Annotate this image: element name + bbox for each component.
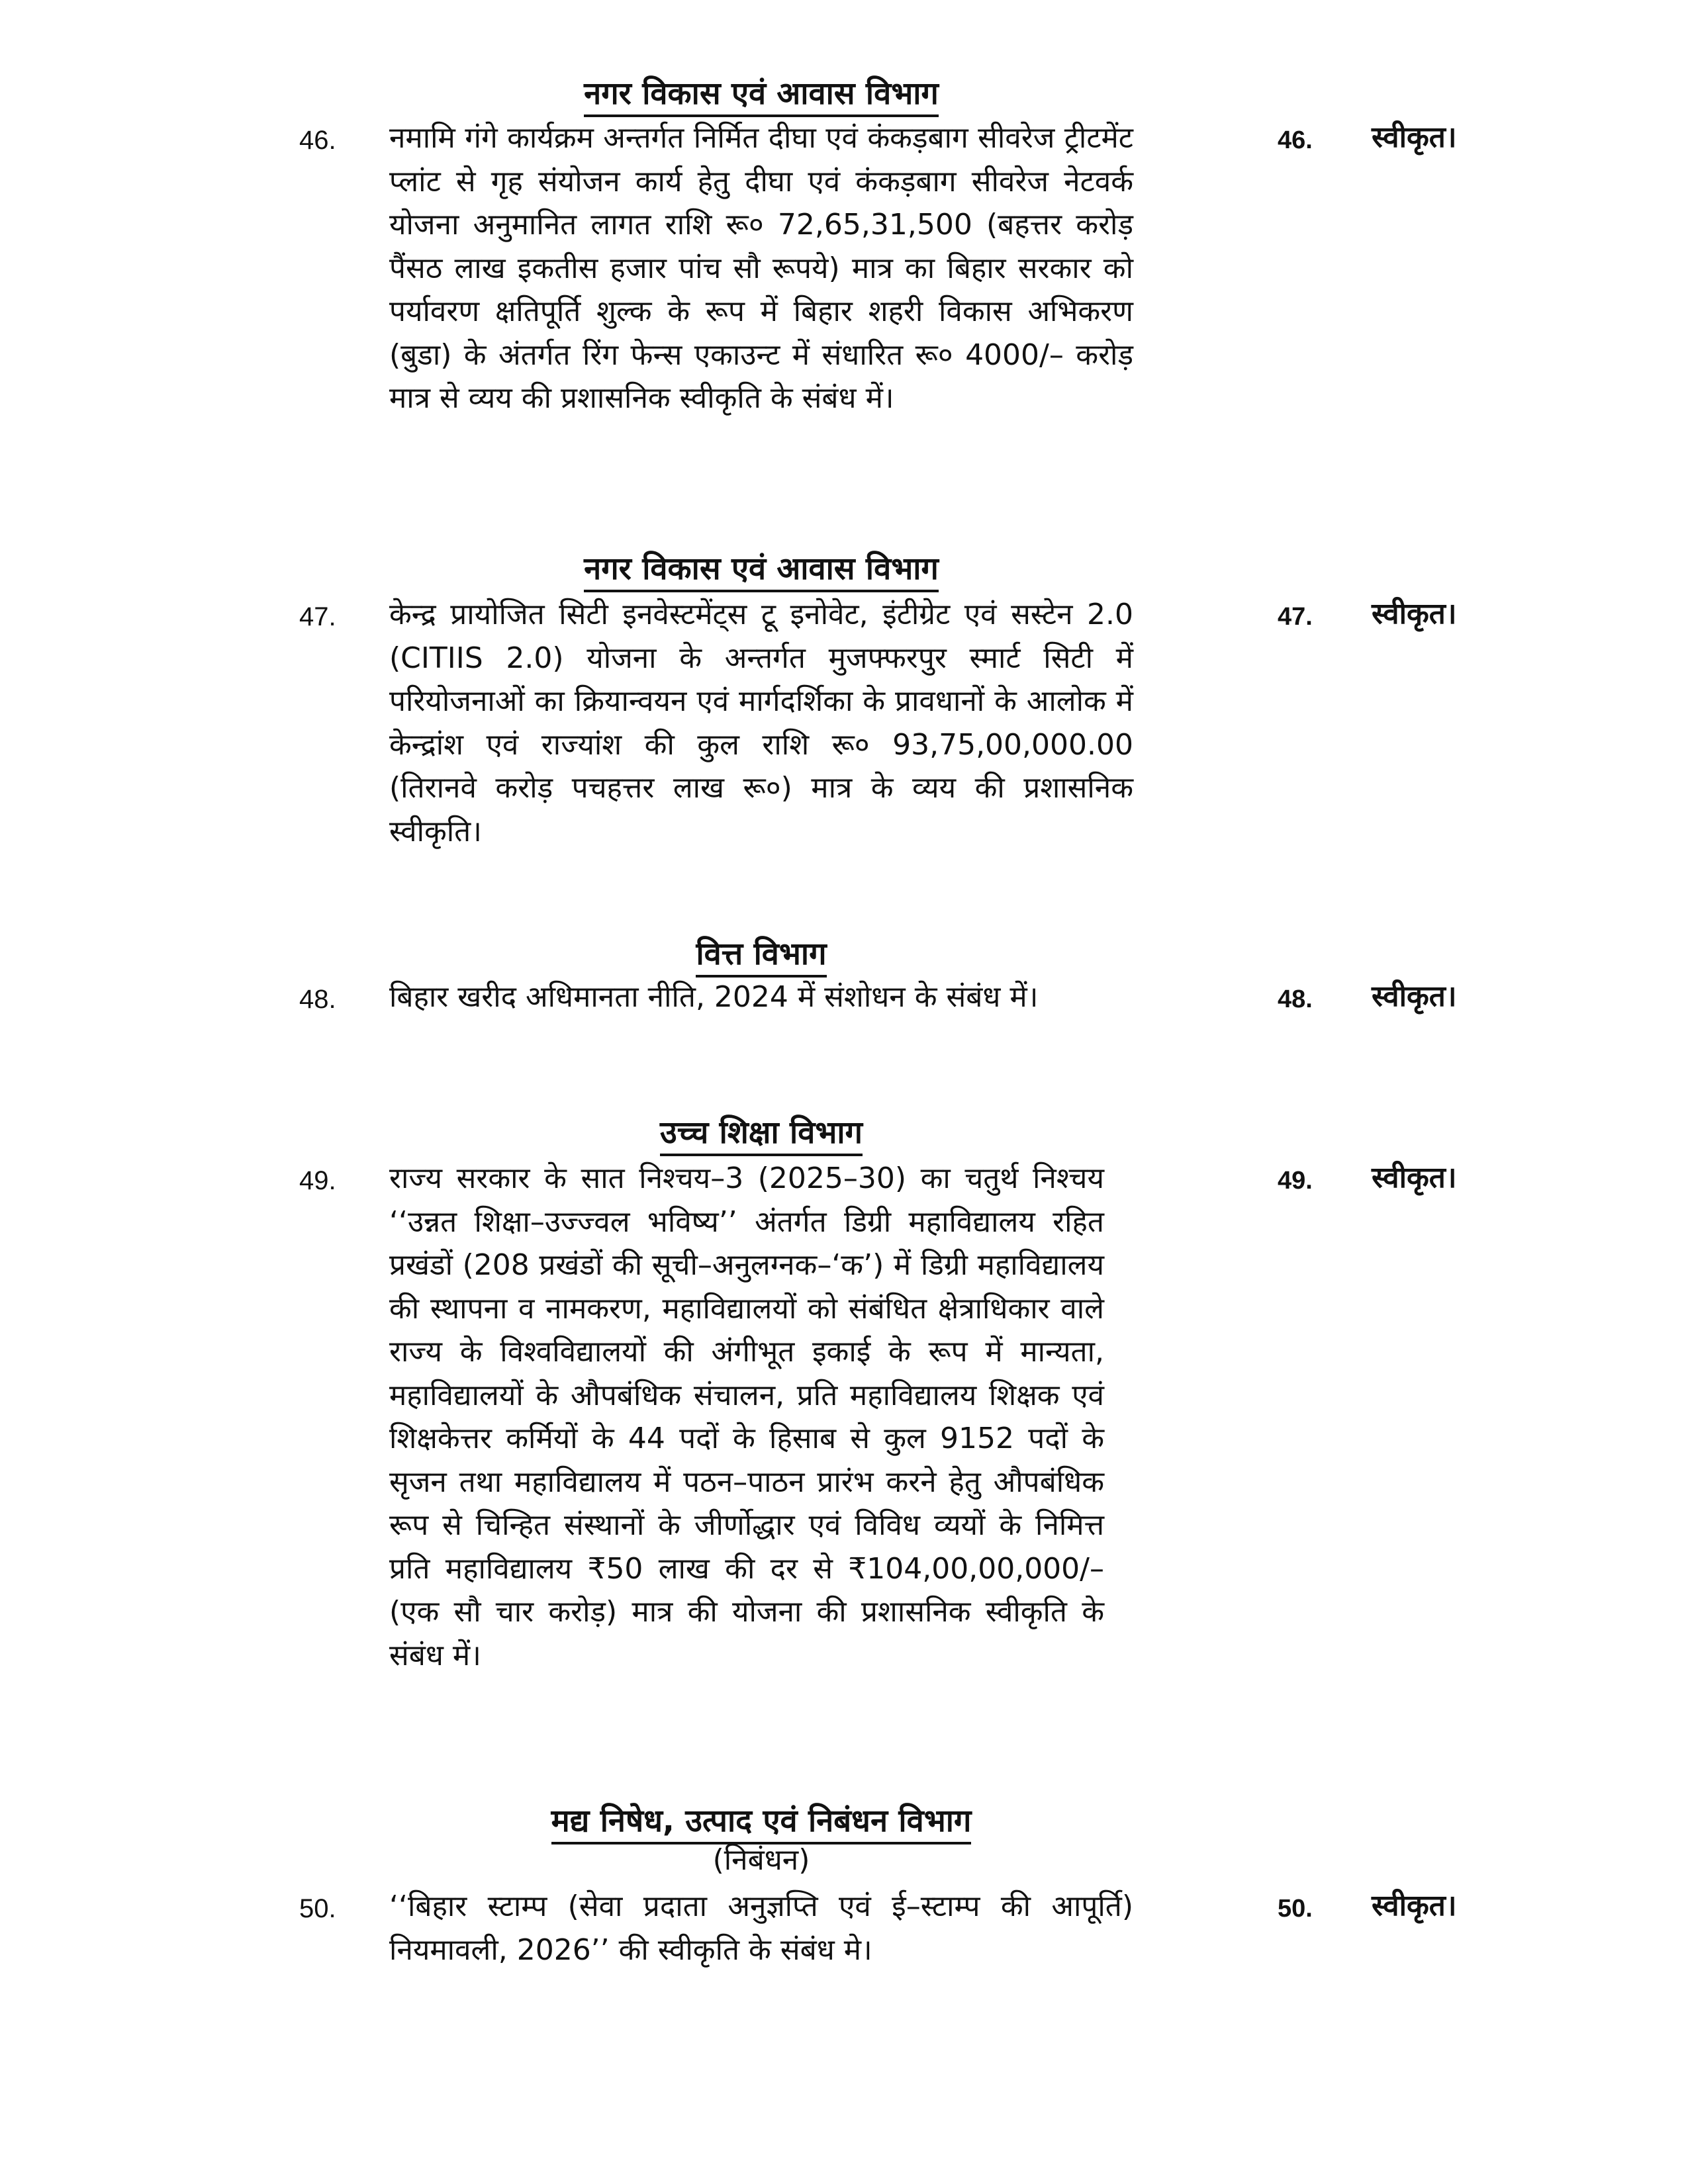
item-number: 48. — [299, 985, 336, 1014]
department-heading: उच्च शिक्षा विभाग — [391, 1113, 1132, 1153]
item-number: 50. — [299, 1894, 336, 1923]
decision-number: 50. — [1278, 1895, 1313, 1923]
department-heading: नगर विकास एवं आवास विभाग — [391, 74, 1132, 114]
item-description: राज्य सरकार के सात निश्चय–3 (2025–30) का चतुर्थ निश्चय ‘‘उन्नत शिक्षा–उज्ज्वल भविष्य’’ अंतर्गत डिग्री महाविद्यालय रहित प्रखंडों (208 प्रखंडों की सूची–अनुलग्नक–‘क’) में डिग्री महाविद्यालय की स्थापना व नामकरण, महाविद्यालयों को संबंधित क्षेत्राधिकार वाले राज्य के विश्वविद्यालयों की अंगीभूत इकाई के रूप में मान्यता, महाविद्यालयों के औपबंधिक संचालन, प्रति महाविद्यालय शिक्षक एवं शिक्षकेत्तर कर्मियों के 44 पदों के हिसाब से कुल 9152 पदों के सृजन तथा महाविद्यालय में पठन–पाठन प्रारंभ करने हेतु औपबंधिक रूप से चिन्हित संस्थानों के जीर्णोद्धार एवं विविध व्ययों के निमित्त प्रति महाविद्यालय ₹50 लाख की दर से ₹104,00,00,000/–(एक सौ चार करोड़) मात्र की योजना की प्रशासनिक स्वीकृति के संबंध में। — [389, 1161, 1104, 1672]
item-description: ‘‘बिहार स्टाम्प (सेवा प्रदाता अनुज्ञप्ति एवं ई–स्टाम्प की आपूर्ति) नियमावली, 2026’’ की स्वीकृति के संबंध मे। — [389, 1889, 1133, 1967]
department-subheading: (निबंधन) — [712, 1843, 810, 1877]
item-description: नमामि गंगे कार्यक्रम अन्तर्गत निर्मित दीघा एवं कंकड़बाग सीवरेज ट्रीटमेंट प्लांट से गृह संयोजन कार्य हेतु दीघा एवं कंकड़बाग सीवरेज नेटवर्क योजना अनुमानित लागत राशि रू० 72,65,31,500 (बहत्तर करोड़ पैंसठ लाख इकतीस हजार पांच सौ रूपये) मात्र का बिहार सरकार को पर्यावरण क्षतिपूर्ति शुल्क के रूप में बिहार शहरी विकास अभिकरण (बुडा) के अंतर्गत रिंग फेन्स एकाउन्ट में संधारित रू० 4000/– करोड़ मात्र से व्यय की प्रशासनिक स्वीकृति के संबंध में। — [389, 121, 1133, 415]
item-number: 46. — [299, 126, 336, 155]
decision-number: 46. — [1278, 126, 1313, 154]
department-heading: नगर विकास एवं आवास विभाग — [391, 549, 1132, 589]
item-number: 47. — [299, 602, 336, 631]
item-number: 49. — [299, 1166, 336, 1195]
decision-status: स्वीकृत। — [1372, 979, 1457, 1013]
decision-number: 49. — [1278, 1167, 1313, 1195]
decision-status: स्वीकृत। — [1372, 1161, 1457, 1195]
decision-status: स्वीकृत। — [1372, 597, 1457, 631]
decision-number: 47. — [1278, 603, 1313, 631]
item-description: केन्द्र प्रायोजित सिटी इनवेस्टमेंट्स टू इनोवेट, इंटीग्रेट एवं सस्टेन 2.0 (CITIIS 2.0) योजना के अन्तर्गत मुजफ्फरपुर स्मार्ट सिटी में परियोजनाओं का क्रियान्वयन एवं मार्गदर्शिका के प्रावधानों के आलोक में केन्द्रांश एवं राज्यांश की कुल राशि रू० 93,75,00,000.00 (तिरानवे करोड़ पचहत्तर लाख रू०) मात्र के व्यय की प्रशासनिक स्वीकृति। — [389, 598, 1133, 848]
item-description: बिहार खरीद अधिमानता नीति, 2024 में संशोधन के संबंध में। — [389, 980, 1039, 1014]
decision-status: स्वीकृत। — [1372, 1889, 1457, 1923]
department-heading: मद्य निषेध, उत्पाद एवं निबंधन विभाग — [391, 1801, 1132, 1841]
department-heading: वित्त विभाग — [391, 934, 1132, 974]
decision-number: 48. — [1278, 985, 1313, 1013]
decision-status: स्वीकृत। — [1372, 120, 1457, 154]
